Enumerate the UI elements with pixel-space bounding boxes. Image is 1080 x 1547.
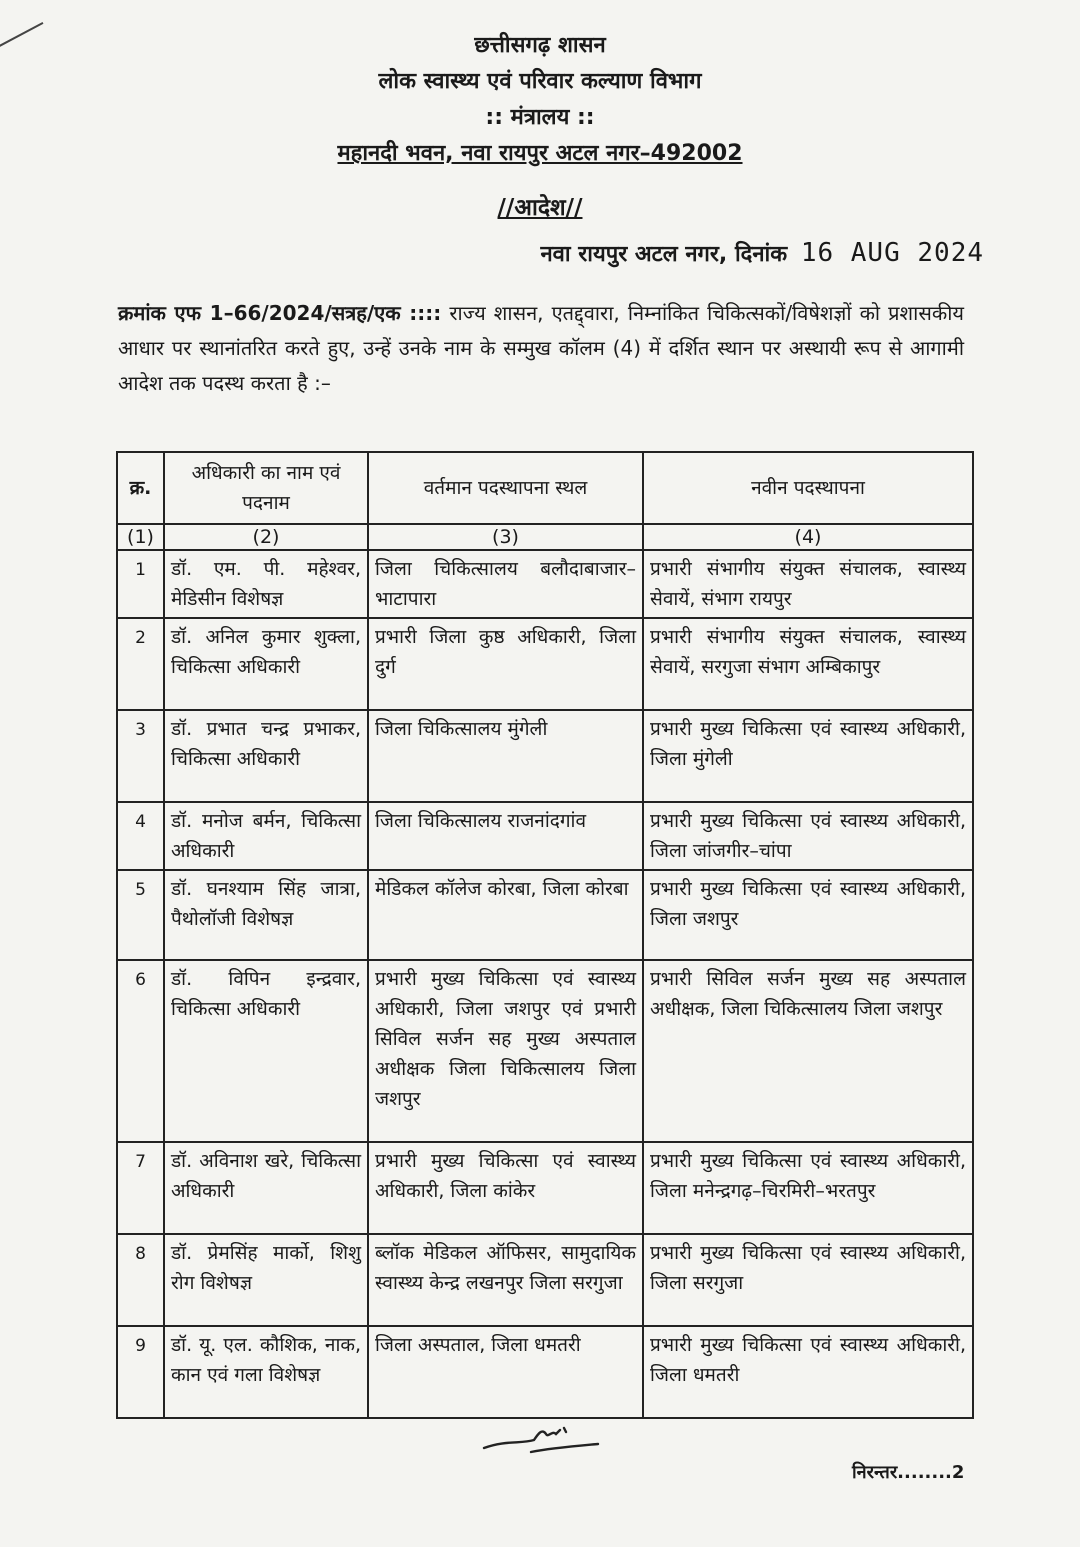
serial-cell: 2 (117, 618, 164, 710)
officer-name-cell: डॉ. घनश्याम सिंह जात्रा, पैथोलॉजी विशेषज्ञ (164, 870, 368, 960)
column-number: (2) (164, 524, 368, 550)
current-posting-cell: प्रभारी जिला कुष्ठ अधिकारी, जिला दुर्ग (368, 618, 643, 710)
serial-cell: 7 (117, 1142, 164, 1234)
header-serial: क्र. (117, 452, 164, 524)
new-posting-cell: प्रभारी संभागीय संयुक्त संचालक, स्वास्थ्य सेवायें, सरगुजा संभाग अम्बिकापुर (643, 618, 973, 710)
serial-cell: 5 (117, 870, 164, 960)
officer-name-cell: डॉ. अविनाश खरे, चिकित्सा अधिकारी (164, 1142, 368, 1234)
order-intro (118, 296, 964, 401)
letterhead (0, 28, 1080, 172)
new-posting-cell: प्रभारी मुख्य चिकित्सा एवं स्वास्थ्य अधिकारी, जिला सरगुजा (643, 1234, 973, 1326)
officer-name-cell: डॉ. मनोज बर्मन, चिकित्सा अधिकारी (164, 802, 368, 870)
table-row (117, 802, 973, 870)
government-name: छत्तीसगढ़ शासन (474, 33, 606, 58)
officer-name-cell: डॉ. अनिल कुमार शुक्ला, चिकित्सा अधिकारी (164, 618, 368, 710)
postings-table (116, 451, 974, 1419)
officer-name-cell: डॉ. यू. एल. कौशिक, नाक, कान एवं गला विशेषज्ञ (164, 1326, 368, 1418)
serial-cell: 1 (117, 550, 164, 618)
serial-cell: 9 (117, 1326, 164, 1418)
new-posting-cell: प्रभारी संभागीय संयुक्त संचालक, स्वास्थ्य सेवायें, संभाग रायपुर (643, 550, 973, 618)
table-row (117, 710, 973, 802)
table-row (117, 550, 973, 618)
table-row (117, 1326, 973, 1418)
header-new: नवीन पदस्थापना (643, 452, 973, 524)
current-posting-cell: प्रभारी मुख्य चिकित्सा एवं स्वास्थ्य अधिकारी, जिला कांकेर (368, 1142, 643, 1234)
current-posting-cell: जिला चिकित्सालय मुंगेली (368, 710, 643, 802)
table-row (117, 1142, 973, 1234)
column-number: (4) (643, 524, 973, 550)
current-posting-cell: जिला चिकित्सालय राजनांदगांव (368, 802, 643, 870)
table-row (117, 1234, 973, 1326)
continued-note: निरन्तर........2 (852, 1462, 965, 1483)
serial-cell: 4 (117, 802, 164, 870)
current-posting-cell: ब्लॉक मेडिकल ऑफिसर, सामुदायिक स्वास्थ्य केन्द्र लखनपुर जिला सरगुजा (368, 1234, 643, 1326)
new-posting-cell: प्रभारी मुख्य चिकित्सा एवं स्वास्थ्य अधिकारी, जिला जशपुर (643, 870, 973, 960)
order-number: क्रमांक एफ 1–66/2024/सत्रह/एक :::: (118, 301, 442, 325)
office-address: महानदी भवन, नवा रायपुर अटल नगर–492002 (337, 141, 743, 166)
column-number-row (117, 524, 973, 550)
officer-name-cell: डॉ. प्रभात चन्द्र प्रभाकर, चिकित्सा अधिकारी (164, 710, 368, 802)
table-row (117, 870, 973, 960)
office-name: :: मंत्रालय :: (485, 105, 595, 130)
department-name: लोक स्वास्थ्य एवं परिवार कल्याण विभाग (378, 69, 702, 94)
header-current: वर्तमान पदस्थापना स्थल (368, 452, 643, 524)
new-posting-cell: प्रभारी मुख्य चिकित्सा एवं स्वास्थ्य अधिकारी, जिला धमतरी (643, 1326, 973, 1418)
new-posting-cell: प्रभारी मुख्य चिकित्सा एवं स्वास्थ्य अधिकारी, जिला मनेन्द्रगढ़–चिरमिरी–भरतपुर (643, 1142, 973, 1234)
date-stamp: 16 AUG 2024 (800, 238, 984, 268)
serial-cell: 3 (117, 710, 164, 802)
column-number: (1) (117, 524, 164, 550)
place-date (540, 238, 984, 268)
new-posting-cell: प्रभारी सिविल सर्जन मुख्य सह अस्पताल अधीक्षक, जिला चिकित्सालय जिला जशपुर (643, 960, 973, 1142)
order-heading: //आदेश// (497, 195, 583, 221)
order-text: राज्य शासन, एतद्द्वारा, निम्नांकित चिकित्सकों/विषेशज्ञों को प्रशासकीय आधार पर स्थानांतरित करते हुए, उन्हें उनके नाम के सम्मुख कॉलम (4) में दर्शित स्थान पर अस्थायी रूप से आगामी आदेश तक पदस्थ करता है :– (118, 301, 964, 395)
officer-name-cell: डॉ. विपिन इन्द्रवार, चिकित्सा अधिकारी (164, 960, 368, 1142)
place-label: नवा रायपुर अटल नगर, दिनांक (540, 242, 788, 267)
handwritten-signature-icon (476, 1418, 606, 1458)
current-posting-cell: प्रभारी मुख्य चिकित्सा एवं स्वास्थ्य अधिकारी, जिला जशपुर एवं प्रभारी सिविल सर्जन सह मुख्य अस्पताल अधीक्षक जिला चिकित्सालय जिला जशपुर (368, 960, 643, 1142)
new-posting-cell: प्रभारी मुख्य चिकित्सा एवं स्वास्थ्य अधिकारी, जिला मुंगेली (643, 710, 973, 802)
table-header-row (117, 452, 973, 524)
current-posting-cell: जिला अस्पताल, जिला धमतरी (368, 1326, 643, 1418)
table-row (117, 960, 973, 1142)
serial-cell: 8 (117, 1234, 164, 1326)
current-posting-cell: मेडिकल कॉलेज कोरबा, जिला कोरबा (368, 870, 643, 960)
column-number: (3) (368, 524, 643, 550)
current-posting-cell: जिला चिकित्सालय बलौदाबाजार–भाटापारा (368, 550, 643, 618)
serial-cell: 6 (117, 960, 164, 1142)
header-name: अधिकारी का नाम एवं पदनाम (164, 452, 368, 524)
officer-name-cell: डॉ. प्रेमसिंह मार्को, शिशु रोग विशेषज्ञ (164, 1234, 368, 1326)
table-row (117, 618, 973, 710)
new-posting-cell: प्रभारी मुख्य चिकित्सा एवं स्वास्थ्य अधिकारी, जिला जांजगीर–चांपा (643, 802, 973, 870)
officer-name-cell: डॉ. एम. पी. महेश्वर, मेडिसीन विशेषज्ञ (164, 550, 368, 618)
